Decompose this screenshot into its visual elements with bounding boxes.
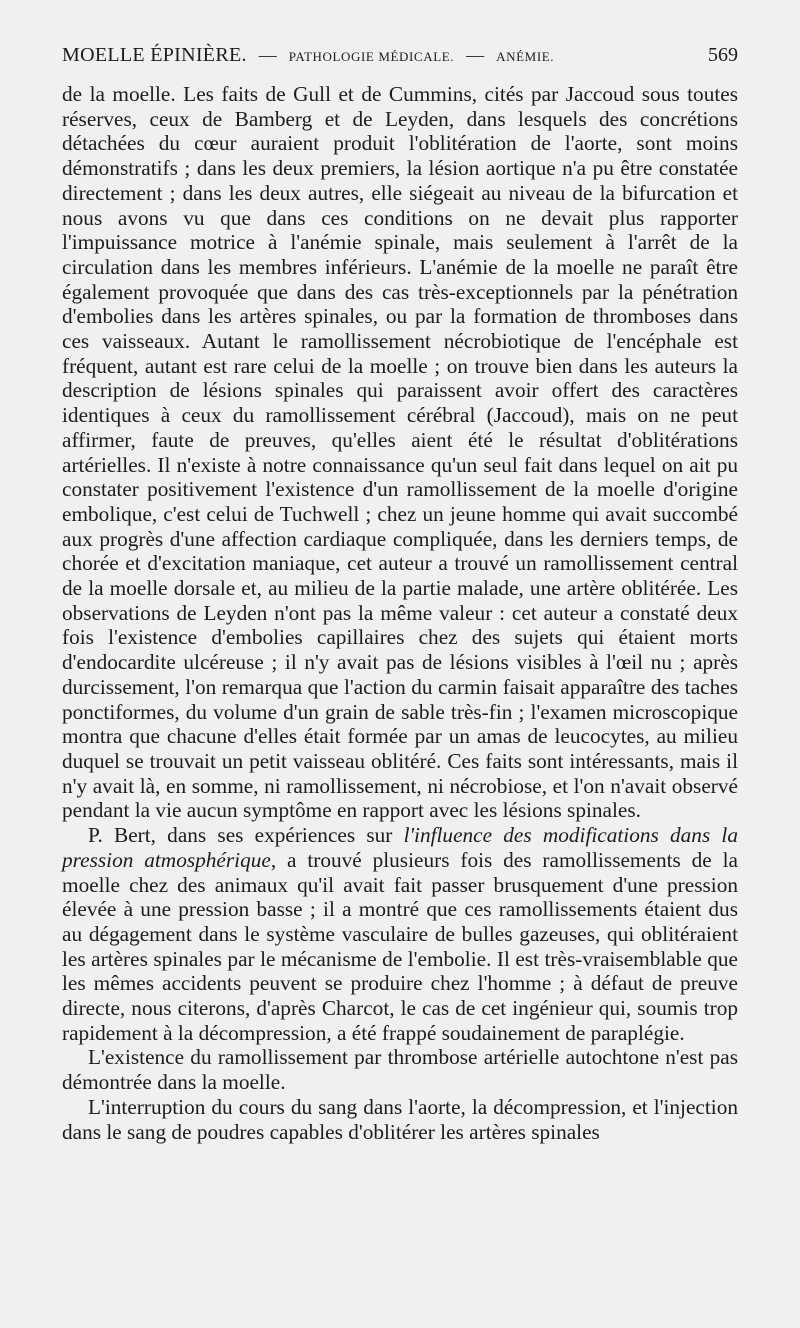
header-dash: — — [466, 45, 485, 65]
header-dash: — — [258, 45, 277, 65]
paragraph: de la moelle. Les faits de Gull et de Cummins, cités par Jaccoud sous toutes réserves, ceux de Bamberg et de Leyden, dans lesquels des concrétions détachées du cœur auraient produit l'oblitération de l'aorte, sont moins démonstratifs ; dans les deux premiers, la lésion aortique n'a pu être constatée directement ; dans les deux autres, elle siégeait au niveau de la bifurcation et nous avons vu que dans ces conditions on ne devait plus rapporter l'impuissance motrice à l'anémie spinale, mais seulement à l'arrêt de la circulation dans les membres inférieurs. L'anémie de la moelle ne paraît être également provoquée que dans des cas très-exceptionnels par la pénétration d'embolies dans les artères spinales, ou par la formation de thromboses dans ces vaisseaux. Autant le ramollissement nécrobiotique de l'encéphale est fréquent, autant est rare celui de la moelle ; on trouve bien dans les auteurs la description de lésions spinales qui paraissent avoir offert des caractères identiques à ceux du ramollissement cérébral (Jaccoud), mais on ne peut affirmer, faute de preuves, qu'elles aient été le résultat d'oblitérations artérielles. Il n'existe à notre connaissance qu'un seul fait dans lequel on ait pu constater positivement l'existence d'un ramollissement de la moelle d'origine embolique, c'est celui de Tuchwell ; chez un jeune homme qui avait succombé aux progrès d'une affection cardiaque compliquée, dans les derniers temps, de chorée et d'excitation maniaque, cet auteur a trouvé un ramollissement central de la moelle dorsale et, au milieu de la partie malade, une artère oblitérée. Les observations de Leyden n'ont pas la même valeur : cet auteur a constaté deux fois l'existence d'embolies capillaires chez des sujets qui étaient morts d'endocardite ulcéreuse ; il n'y avait pas de lésions visibles à l'œil nu ; après durcissement, l'on remarqua que l'action du carmin faisait apparaître des taches ponctiformes, du volume d'un grain de sable très-fin ; l'examen microscopique montra que chacune d'elles était formée par un amas de leucocytes, au milieu duquel se trouvait un petit vaisseau oblitéré. Ces faits sont intéressants, mais il n'y avait là, en somme, ni ramollissement, ni nécrobiose, et l'on n'avait observé pendant la vie aucun symptôme en rapport avec les lésions spinales. — [62, 82, 738, 823]
running-header — [62, 44, 738, 67]
header-subsection: ANÉMIE. — [496, 49, 555, 64]
paragraph: L'existence du ramollissement par thrombose artérielle autochtone n'est pas démontrée dans la moelle. — [62, 1045, 738, 1095]
header-title: MOELLE ÉPINIÈRE. — [62, 44, 247, 66]
header-section: PATHOLOGIE MÉDICALE. — [288, 49, 455, 64]
paragraph: P. Bert, dans ses expériences sur l'influence des modifications dans la pression atmosphérique, a trouvé plusieurs fois des ramollissements de la moelle chez des animaux qu'il avait fait passer brusquement d'une pression élevée à une pression basse ; il a montré que ces ramollissements étaient dus au dégagement dans le système vasculaire de bulles gazeuses, qui oblitéraient les artères spinales par le mécanisme de l'embolie. Il est très-vraisemblable que les mêmes accidents peuvent se produire chez l'homme ; à défaut de preuve directe, nous citerons, d'après Charcot, le cas de cet ingénieur qui, soumis trop rapidement à la décompression, a été frappé soudainement de paraplégie. — [62, 823, 738, 1045]
page-number: 569 — [708, 44, 738, 66]
body-text — [62, 82, 738, 1144]
paragraph: L'interruption du cours du sang dans l'aorte, la décompression, et l'injection dans le sang de poudres capables d'oblitérer les artères spinales — [62, 1094, 738, 1144]
italic-title: l'influence des modifications dans la pression atmosphérique — [62, 823, 738, 872]
